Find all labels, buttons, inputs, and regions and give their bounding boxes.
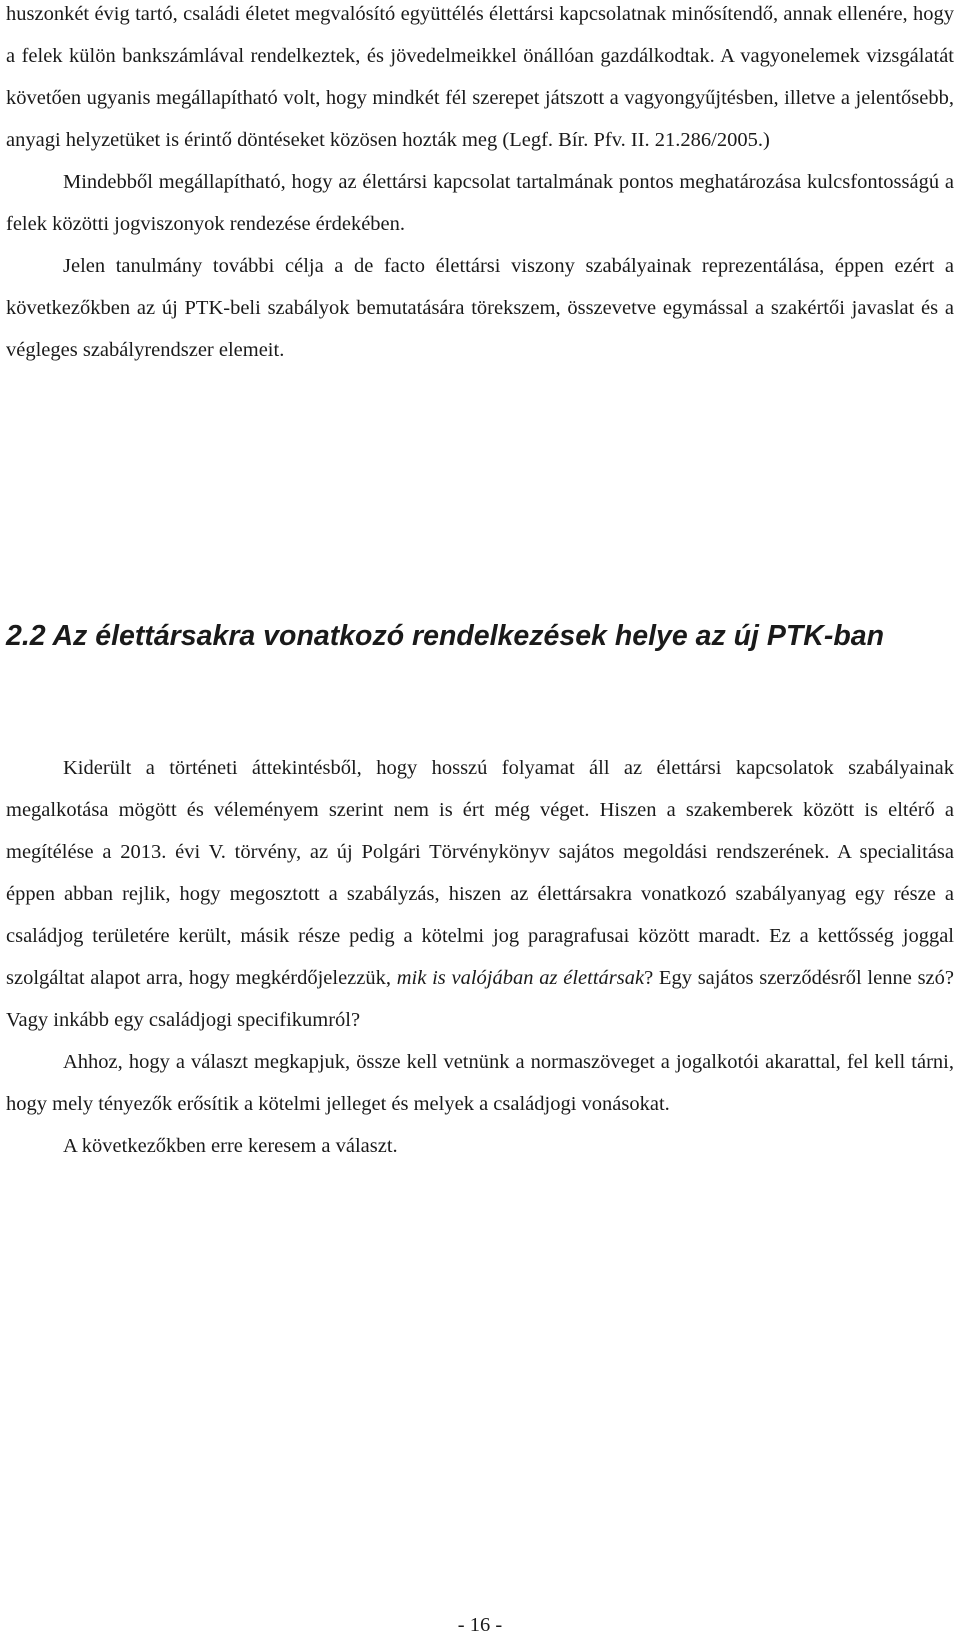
page-number: - 16 - xyxy=(457,1614,503,1636)
paragraph-case-law: huszonkét évig tartó, családi életet megvalósító együttélés élettársi kapcsolatnak minősítendő, annak ellenére, hogy a felek külön bankszámlával rendelkeztek, és jövedelmeikkel önállóan gazdálkodtak. A vagyonelemek vizsgálatát követően ugyanis megállapítható volt, hogy mindkét fél szerepet játszott a vagyongyűjtésben, illetve a jelentősebb, anyagi helyzetüket is érintő döntéseket közösen hozták meg (Legf. Bír. Pfv. II. 21.286/2005.) xyxy=(6,3,954,151)
paragraph-comparison: Ahhoz, hogy a választ megkapjuk, össze kell vetnünk a normaszöveget a jogalkotói akarattal, fel kell tárni, hogy mely tényezők erősítik a kötelmi jelleget és melyek a családjogi vonásokat. xyxy=(6,1051,954,1115)
text-block-intro xyxy=(6,0,954,371)
paragraph-text-start: Kiderült a történeti áttekintésből, hogy hosszú folyamat áll az élettársi kapcsolatok szabályainak megalkotása mögött és véleményem szerint nem is ért még véget. Hiszen a szakemberek között is eltérő a megítélése a 2013. évi V. törvény, az új Polgári Törvénykönyv sajátos megoldási rendszerének. A specialitása éppen abban rejlik, hogy megosztott a szabályzás, hiszen az élettársakra vonatkozó szabályanyag egy része a családjog területére került, másik része pedig a kötelmi jog paragrafusai között maradt. Ez a kettősség joggal szolgáltat alapot arra, hogy megkérdőjelezzük, xyxy=(6,757,954,989)
text-block-section xyxy=(6,747,954,1167)
paragraph-next: A következőkben erre keresem a választ. xyxy=(63,1135,398,1157)
section-heading: 2.2 Az élettársakra vonatkozó rendelkezések helye az új PTK-ban xyxy=(6,620,885,652)
paragraph-text-end: ? Egy sajátos szerződésről lenne szó? Vagy inkább egy családjogi specifikumról? xyxy=(6,967,954,1031)
paragraph-study-aim: Jelen tanulmány további célja a de facto élettársi viszony szabályainak reprezentálása, éppen ezért a következőkben az új PTK-beli szabályok bemutatására törekszem, összevetve egymással a szakértői javaslat és a végleges szabályrendszer elemeit. xyxy=(6,255,954,361)
paragraph-conclusion: Mindebből megállapítható, hogy az élettársi kapcsolat tartalmának pontos meghatározása kulcsfontosságú a felek közötti jogviszonyok rendezése érdekében. xyxy=(6,171,954,235)
paragraph-historical-overview xyxy=(6,747,954,1041)
paragraph-italic-question: mik is valójában az élettársak xyxy=(396,967,645,989)
